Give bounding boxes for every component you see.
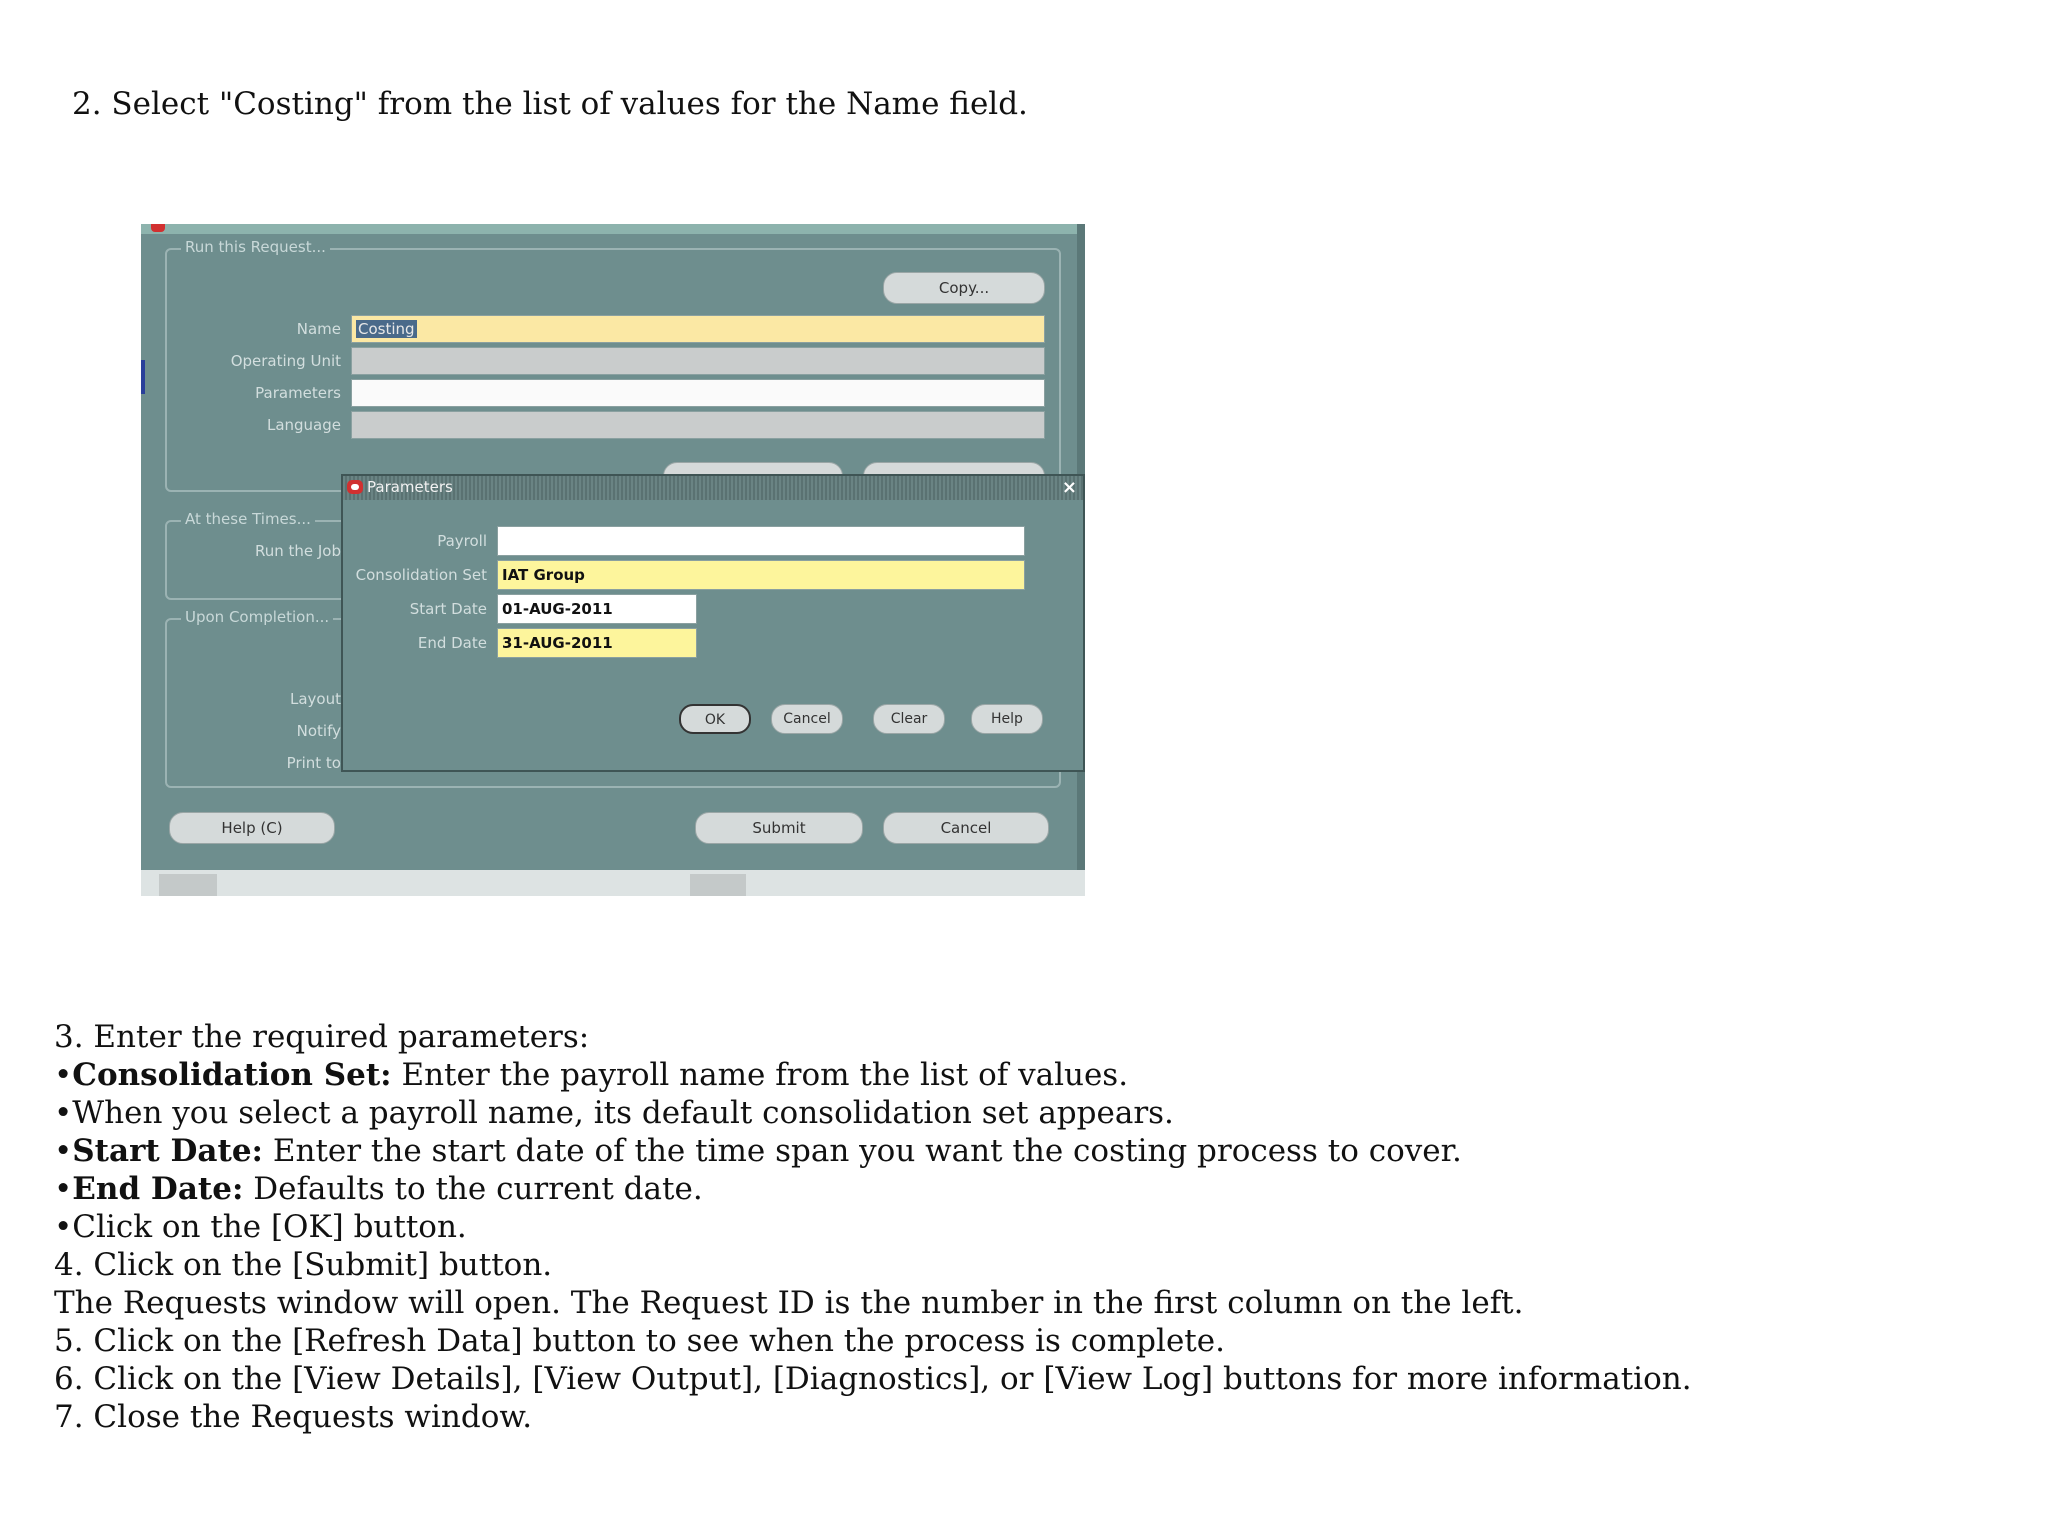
- dialog-help-button[interactable]: Help: [971, 704, 1043, 734]
- oracle-logo-icon: [347, 480, 363, 494]
- status-block-mid: [690, 874, 746, 896]
- bullet-start-date: •Start Date: Enter the start date of the time span you want the costing process to cover.: [54, 1133, 1462, 1169]
- step-2-text: 2. Select "Costing" from the list of values for the Name field.: [72, 86, 1028, 122]
- step-6: 6. Click on the [View Details], [View Output], [Diagnostics], or [View Log] buttons for more information.: [54, 1361, 1692, 1397]
- oracle-submit-request-screenshot: [141, 224, 1085, 896]
- bullet-end-date: •End Date: Defaults to the current date.: [54, 1171, 703, 1207]
- end-date-field[interactable]: 31-AUG-2011: [497, 628, 697, 658]
- ok-button[interactable]: OK: [679, 704, 751, 734]
- requests-note: The Requests window will open. The Request ID is the number in the first column on the left.: [54, 1285, 1524, 1321]
- operating-unit-label: Operating Unit: [230, 352, 341, 370]
- run-job-label: Run the Job: [254, 542, 341, 560]
- language-label: Language: [266, 416, 341, 434]
- status-block-left: [159, 874, 217, 896]
- clear-button[interactable]: Clear: [873, 704, 945, 734]
- name-field-value: Costing: [358, 320, 415, 338]
- layout-label: Layout: [290, 690, 341, 708]
- step-5: 5. Click on the [Refresh Data] button to see when the process is complete.: [54, 1323, 1225, 1359]
- instructions: [54, 1018, 1692, 1436]
- operating-unit-field[interactable]: [351, 347, 1045, 375]
- run-request-group-label: Run this Request...: [181, 238, 330, 256]
- payroll-label: Payroll: [437, 532, 487, 550]
- help-button[interactable]: Help (C): [169, 812, 335, 844]
- parameters-dialog: [341, 474, 1085, 772]
- start-date-label: Start Date: [409, 600, 487, 618]
- bullet-consolidation-set: •Consolidation Set: Enter the payroll name from the list of values.: [54, 1057, 1129, 1093]
- name-field[interactable]: [351, 315, 1045, 343]
- print-to-label: Print to: [286, 754, 341, 772]
- submit-button[interactable]: Submit: [695, 812, 863, 844]
- oracle-icon: [151, 224, 165, 232]
- status-strip: [141, 870, 1085, 896]
- parameters-field[interactable]: [351, 379, 1045, 407]
- close-icon[interactable]: ×: [1061, 477, 1077, 498]
- consolidation-set-label: Consolidation Set: [355, 566, 487, 584]
- consolidation-set-field[interactable]: IAT Group: [497, 560, 1025, 590]
- parameters-dialog-title-bar[interactable]: [343, 476, 1083, 500]
- notify-label: Notify: [296, 722, 341, 740]
- bullet-ok-button: •Click on the [OK] button.: [54, 1209, 467, 1245]
- payroll-field[interactable]: [497, 526, 1025, 556]
- window-title-bar: [141, 224, 1085, 234]
- end-date-label: End Date: [417, 634, 487, 652]
- step-3-intro: 3. Enter the required parameters:: [54, 1019, 590, 1055]
- parameters-dialog-title: Parameters: [367, 478, 453, 496]
- bullet-payroll-name: •When you select a payroll name, its default consolidation set appears.: [54, 1095, 1174, 1131]
- language-field[interactable]: [351, 411, 1045, 439]
- name-label: Name: [296, 320, 341, 338]
- step-7: 7. Close the Requests window.: [54, 1399, 533, 1435]
- copy-button[interactable]: Copy...: [883, 272, 1045, 304]
- start-date-field[interactable]: 01-AUG-2011: [497, 594, 697, 624]
- completion-group-label: Upon Completion...: [181, 608, 333, 626]
- parameters-label: Parameters: [255, 384, 341, 402]
- cancel-button[interactable]: Cancel: [883, 812, 1049, 844]
- step-4: 4. Click on the [Submit] button.: [54, 1247, 553, 1283]
- left-edge-marker: [141, 360, 145, 394]
- times-group-label: At these Times...: [181, 510, 315, 528]
- dialog-cancel-button[interactable]: Cancel: [771, 704, 843, 734]
